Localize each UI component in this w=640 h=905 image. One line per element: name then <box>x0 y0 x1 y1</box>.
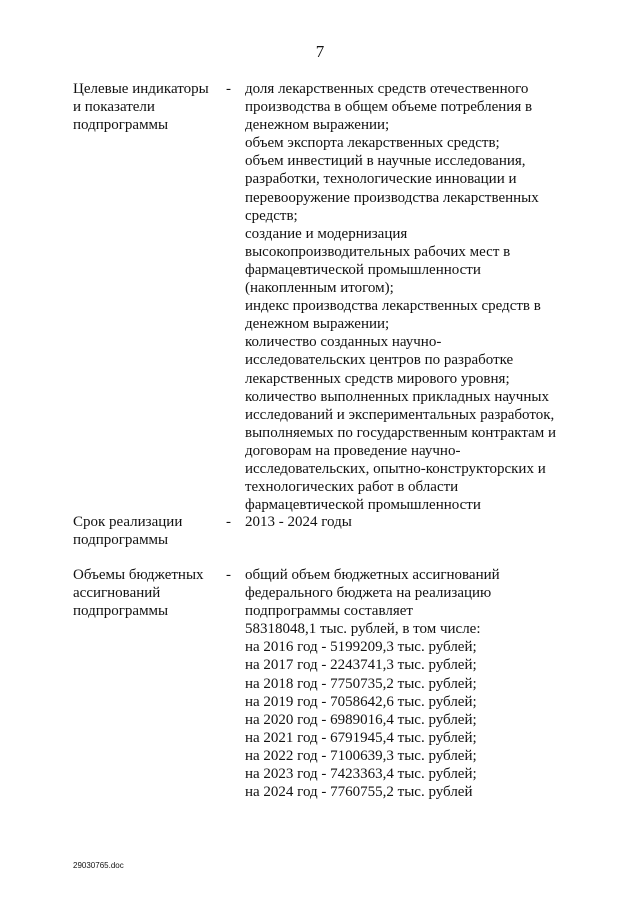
value-line: разработки, технологические инновации и <box>245 171 517 188</box>
value-line: общий объем бюджетных ассигнований <box>245 567 500 583</box>
value-line: высокопроизводительных рабочих мест в <box>245 243 511 260</box>
label-line: Объемы бюджетных <box>73 567 204 583</box>
label-line: Срок реализации <box>73 514 183 530</box>
value-line: договорам на проведение научно- <box>245 442 461 459</box>
value-line: федерального бюджета на реализацию <box>245 585 492 602</box>
value-line: создание и модернизация <box>245 225 408 242</box>
value-line: индекс производства лекарственных средств в <box>245 298 541 315</box>
value-line: на 2020 год - 6989016,4 тыс. рублей; <box>245 711 477 728</box>
page-number: 7 <box>315 42 325 61</box>
section-value <box>245 513 565 531</box>
file-name-footer: 29030765.doc <box>73 861 124 870</box>
section-label <box>73 80 223 134</box>
value-line: подпрограммы составляет <box>245 603 413 620</box>
value-line: производства в общем объеме потребления в <box>245 99 533 116</box>
section-dash: - <box>226 567 231 583</box>
section-value <box>245 80 565 514</box>
value-line: на 2022 год - 7100639,3 тыс. рублей; <box>245 747 477 764</box>
section-value <box>245 566 565 801</box>
label-line: Целевые индикаторы <box>73 81 209 97</box>
value-line: фармацевтической промышленности <box>245 261 481 278</box>
value-line: фармацевтической промышленности <box>245 497 481 514</box>
value-line: исследовательских, опытно-конструкторских и <box>245 460 546 477</box>
value-line: на 2018 год - 7750735,2 тыс. рублей; <box>245 675 477 692</box>
value-line: средств; <box>245 207 298 224</box>
value-line: 58318048,1 тыс. рублей, в том числе: <box>245 621 481 638</box>
section-label <box>73 513 223 549</box>
value-line: денежном выражении; <box>245 117 390 134</box>
section-dash: - <box>226 81 231 97</box>
value-line: доля лекарственных средств отечественного <box>245 81 529 97</box>
value-line: исследовательских центров по разработке <box>245 352 514 369</box>
value-line: на 2019 год - 7058642,6 тыс. рублей; <box>245 693 477 710</box>
value-line: на 2016 год - 5199209,3 тыс. рублей; <box>245 639 477 656</box>
value-line: на 2024 год - 7760755,2 тыс. рублей <box>245 784 473 801</box>
value-line: денежном выражении; <box>245 316 390 333</box>
label-line: подпрограммы <box>73 603 169 619</box>
value-line: количество созданных научно- <box>245 334 442 351</box>
value-line: объем экспорта лекарственных средств; <box>245 135 500 152</box>
value-line: на 2023 год - 7423363,4 тыс. рублей; <box>245 766 477 783</box>
value-line: объем инвестиций в научные исследования, <box>245 153 526 170</box>
value-line: на 2021 год - 6791945,4 тыс. рублей; <box>245 729 477 746</box>
value-line: 2013 - 2024 годы <box>245 514 352 530</box>
label-line: подпрограммы <box>73 117 169 133</box>
section-dash: - <box>226 514 231 530</box>
value-line: исследований и экспериментальных разработок, <box>245 406 555 423</box>
value-line: (накопленным итогом); <box>245 280 394 297</box>
section-label <box>73 566 223 620</box>
value-line: технологических работ в области <box>245 479 459 496</box>
label-line: подпрограммы <box>73 532 169 548</box>
value-line: лекарственных средств мирового уровня; <box>245 370 510 387</box>
value-line: перевооружение производства лекарственных <box>245 189 539 206</box>
value-line: на 2017 год - 2243741,3 тыс. рублей; <box>245 657 477 674</box>
label-line: ассигнований <box>73 585 161 601</box>
value-line: выполняемых по государственным контрактам и <box>245 424 557 441</box>
value-line: количество выполненных прикладных научных <box>245 388 549 405</box>
label-line: и показатели <box>73 99 155 115</box>
